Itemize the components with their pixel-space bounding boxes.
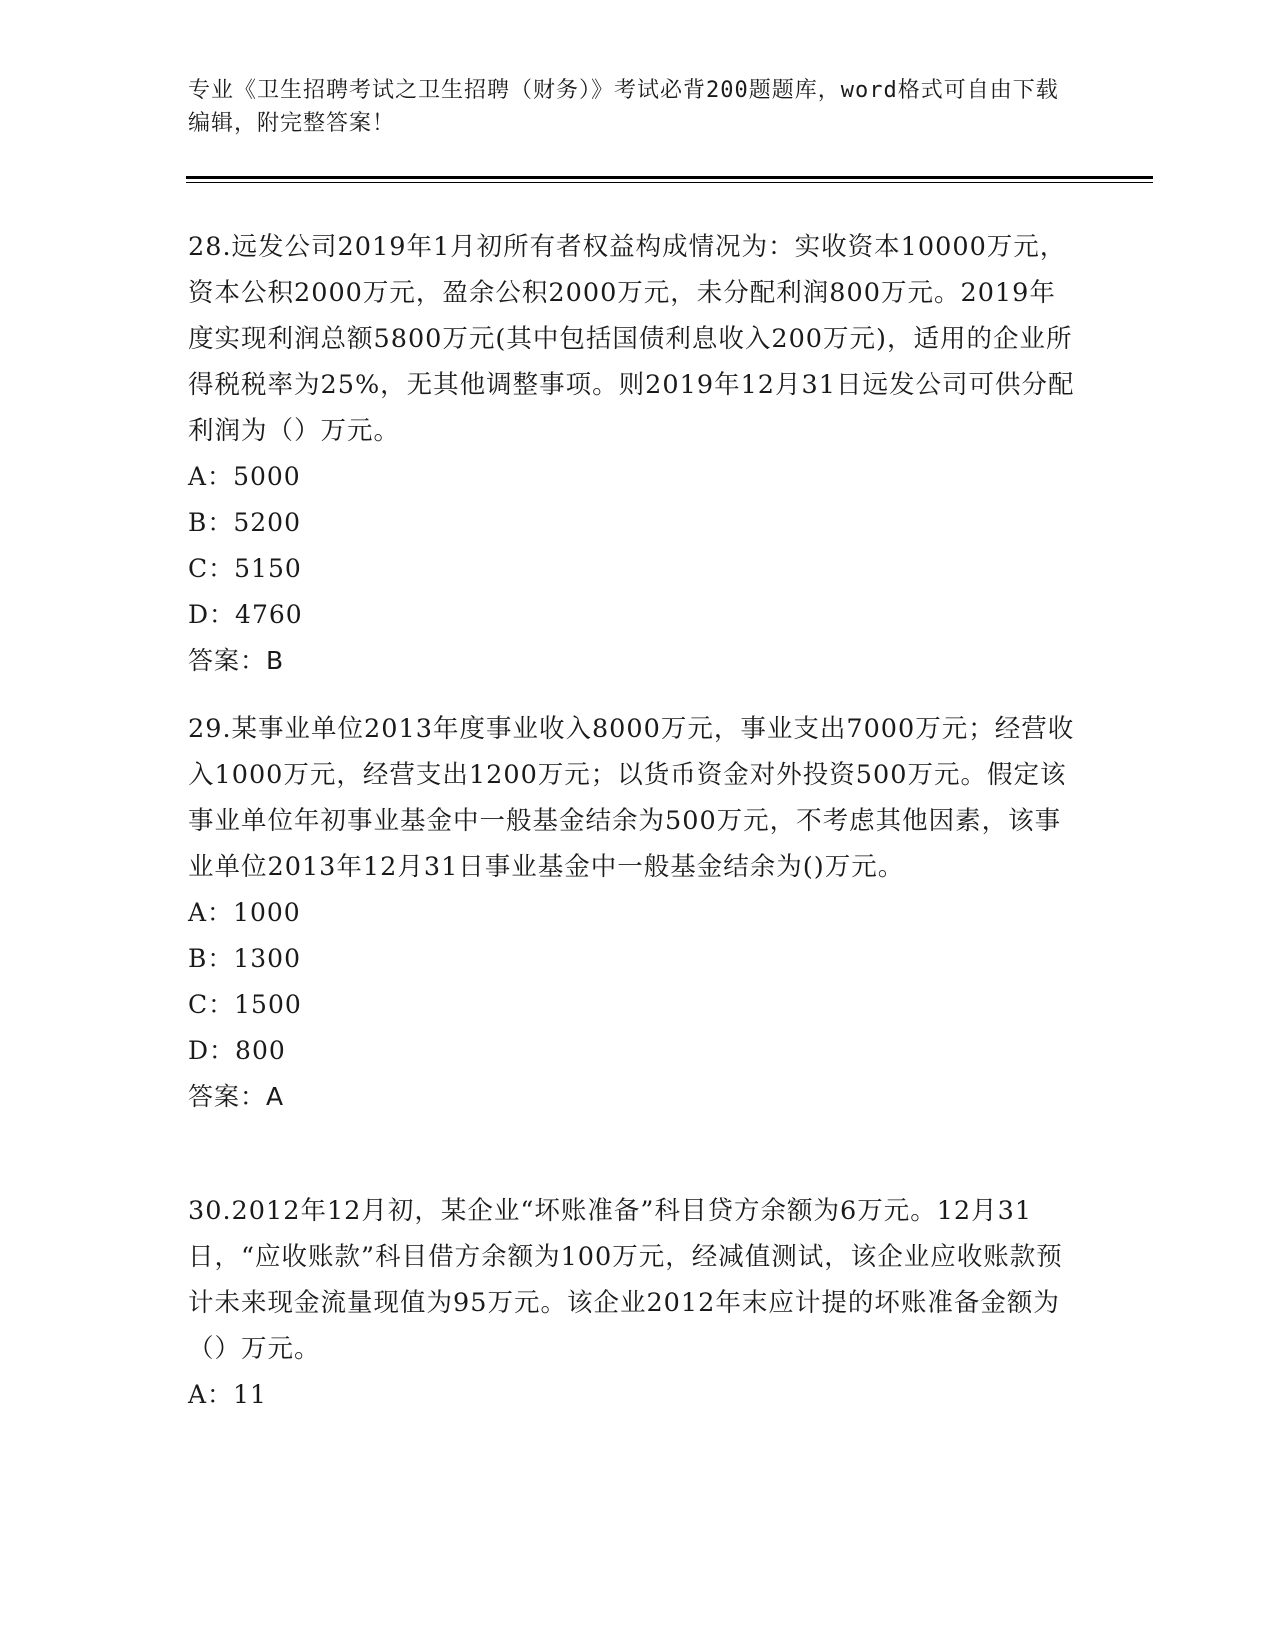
option-value: 5150 (234, 554, 302, 583)
option-value: 1300 (233, 944, 301, 973)
option-value: 1500 (234, 990, 302, 1019)
option-value: 5000 (233, 462, 301, 491)
question-stem: 28.远发公司2019年1月初所有者权益构成情况为：实收资本10000万元，资本公积2000万元，盈余公积2000万元，未分配利润800万元。2019年度实现利润总额5800万元(其中包括国债利息收入200万元)，适用的企业所得税税率为25%，无其他调整事项。则2019年12月31日远发公司可供分配利润为（）万元。 (188, 232, 1075, 446)
option-label: D： (188, 600, 236, 629)
option-value: 1000 (233, 898, 301, 927)
option-label: B： (188, 944, 234, 973)
question-stem: 29.某事业单位2013年度事业收入8000万元，事业支出7000万元；经营收入1000万元，经营支出1200万元；以货币资金对外投资500万元。假定该事业单位年初事业基金中一般基金结余为500万元，不考虑其他因素，该事业单位2013年12月31日事业基金中一般基金结余为()万元。 (188, 714, 1075, 882)
option-c (188, 546, 1078, 592)
document-header: 专业《卫生招聘考试之卫生招聘（财务）》考试必背200题题库，word格式可自由下载编辑，附完整答案！ (188, 78, 1059, 136)
option-label: B： (188, 508, 234, 537)
option-b (188, 500, 1078, 546)
option-label: C： (188, 554, 235, 583)
question-stem: 30.2012年12月初，某企业“坏账准备”科目贷方余额为6万元。12月31日，“应收账款”科目借方余额为100万元，经减值测试，该企业应收账款预计未来现金流量现值为95万元。该企业2012年末应计提的坏账准备金额为（）万元。 (188, 1196, 1063, 1364)
option-a (188, 454, 1078, 500)
question-29 (188, 706, 1078, 1120)
option-c (188, 982, 1078, 1028)
option-value: 4760 (235, 600, 303, 629)
option-label: A： (188, 1380, 234, 1409)
option-d (188, 1028, 1078, 1074)
option-label: C： (188, 990, 235, 1019)
question-30 (188, 1188, 1078, 1418)
option-d (188, 592, 1078, 638)
option-value: 800 (235, 1036, 286, 1065)
option-label: A： (188, 462, 234, 491)
question-28 (188, 224, 1078, 684)
header-divider-thin (186, 182, 1153, 183)
option-label: D： (188, 1036, 236, 1065)
option-b (188, 936, 1078, 982)
option-value: 5200 (233, 508, 301, 537)
answer-line: 答案：A (188, 1082, 285, 1111)
answer-line: 答案：B (188, 646, 285, 675)
option-value: 11 (233, 1380, 267, 1409)
option-label: A： (188, 898, 234, 927)
option-a (188, 890, 1078, 936)
header-divider-thick (186, 176, 1153, 179)
option-a (188, 1372, 1078, 1418)
